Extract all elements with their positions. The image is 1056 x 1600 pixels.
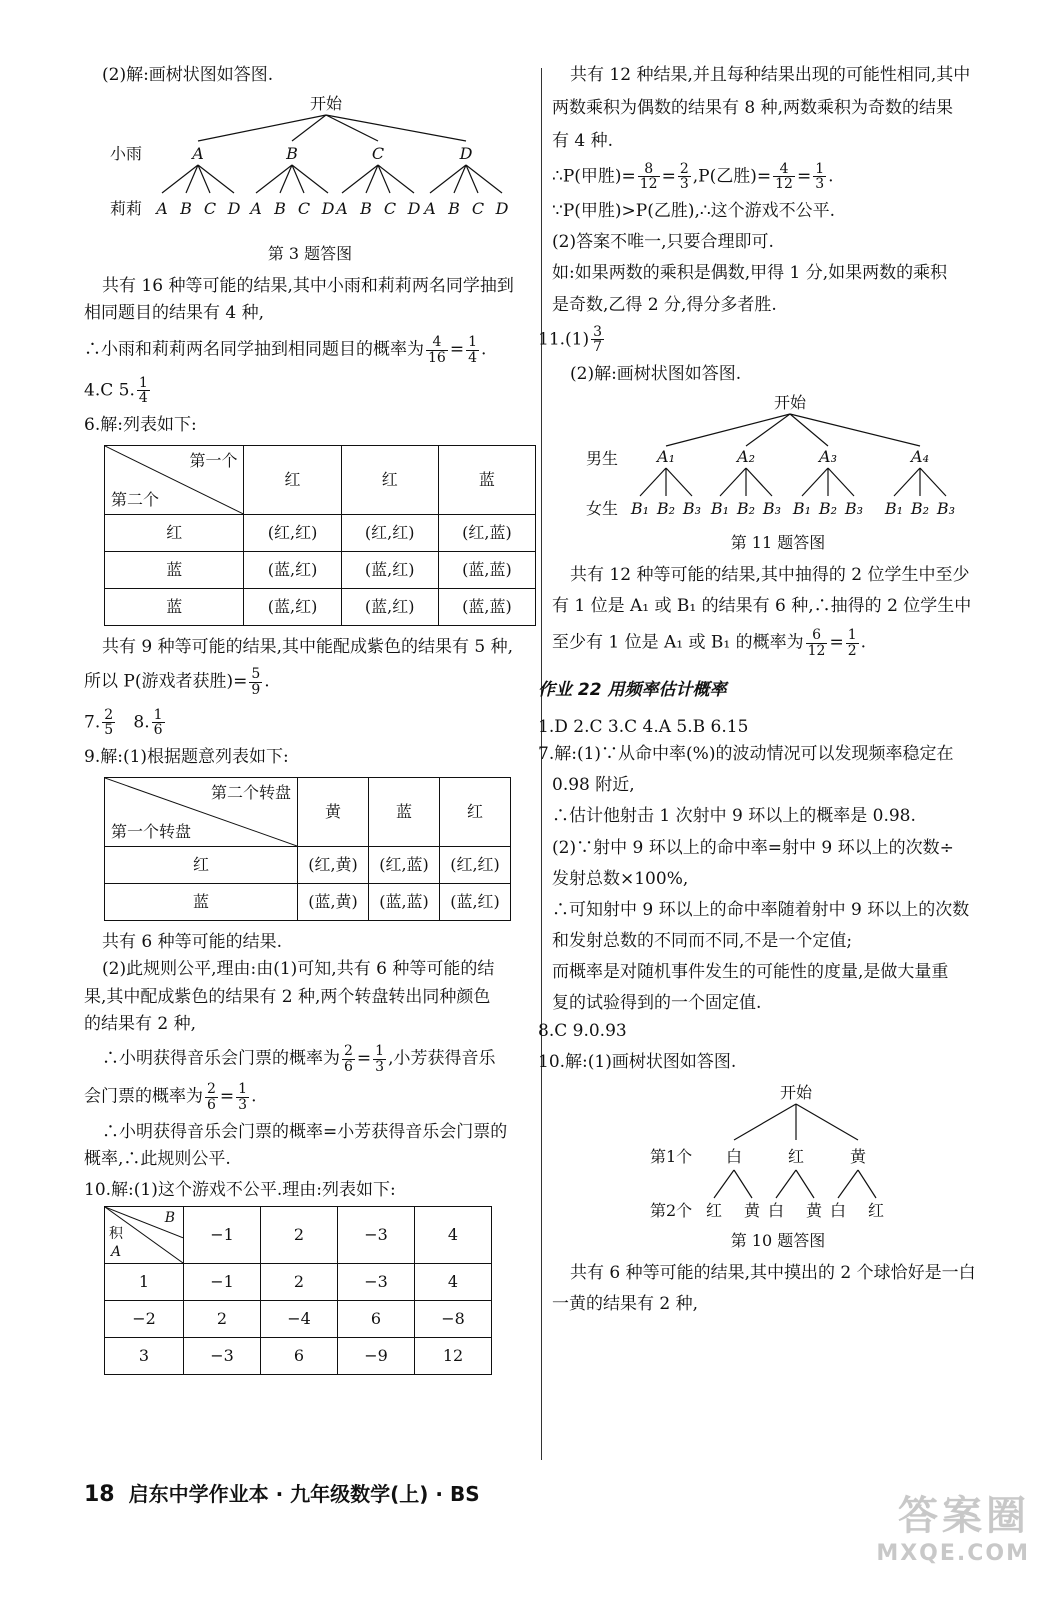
tree11-leaf: B₁ xyxy=(792,499,812,519)
q9-text5: ∴小明获得音乐会门票的概率为 $\frac{2}{6}$ = $\frac{1}{3}$ ,小芳获得音乐 xyxy=(102,1042,496,1075)
tree11-node: A₂ xyxy=(737,447,755,467)
r-line7: 如:如果两数的乘积是偶数,甲得 1 分,如果两数的乘积 xyxy=(552,263,948,284)
tree-branch xyxy=(666,414,790,446)
frac-1-3c: $\frac{1}{3}$ xyxy=(815,160,825,193)
frac-5-9: $\frac{5}{9}$ xyxy=(251,666,261,698)
tree11-leaf: B₃ xyxy=(844,499,864,519)
q4-q5: 4.C 5. $\frac{1}{4}$ xyxy=(84,374,148,407)
tree10-node: 黄 xyxy=(849,1147,867,1167)
tree3-leaf: D xyxy=(227,199,241,219)
tree11-leaf: B₂ xyxy=(736,499,756,519)
s7-line3: ∴估计他射击 1 次射中 9 环以上的概率是 0.98. xyxy=(552,806,916,827)
tree3-leaf: B xyxy=(180,199,192,219)
tree11-node: A₄ xyxy=(911,447,929,467)
q6-text1: 共有 9 种等可能的结果,其中能配成紫色的结果有 5 种, xyxy=(102,637,514,658)
tree3-row1-label: 小雨 xyxy=(110,144,143,164)
tree3-leaf: D xyxy=(321,199,335,219)
frac-4-16: $\frac{4}{16}$ xyxy=(428,334,446,366)
r-line1: 共有 12 种结果,并且每种结果出现的可能性相同,其中 xyxy=(570,65,971,85)
tree3-row2-label: 莉莉 xyxy=(110,199,143,219)
tree-branch xyxy=(734,1104,796,1140)
tree11-leaf: B₃ xyxy=(936,499,956,519)
q11-part2: (2)解:画树状图如答图. xyxy=(570,364,742,385)
tree-branch xyxy=(666,468,692,496)
frac-1-2: $\frac{1}{2}$ xyxy=(847,627,857,659)
tree3-node: B xyxy=(286,144,298,164)
tree10-start: 开始 xyxy=(779,1083,813,1103)
r-line8: 是奇数,乙得 2 分,得分多者胜. xyxy=(552,294,777,315)
s10-text2: 一黄的结果有 2 种, xyxy=(552,1293,699,1314)
tree11-node: A₁ xyxy=(657,447,675,467)
tree3-start: 开始 xyxy=(309,94,343,114)
frac-4-12: $\frac{4}{12}$ xyxy=(775,160,793,193)
table-row: −2 2 −4 6 −8 xyxy=(105,1301,492,1338)
q11-text3: 至少有 1 位是 A₁ 或 B₁ 的概率为 $\frac{6}{12}$ = $\frac{1}{2}$ . xyxy=(552,627,867,659)
tree11-leaf: B₃ xyxy=(762,499,782,519)
table-q6: 第一个 第二个 红 红 蓝 红 (红,红) (红,红) (红,蓝) 蓝 (蓝,红) (蓝,红) (蓝,蓝) 蓝 (蓝,红) (蓝,红) (蓝,蓝) xyxy=(104,445,536,626)
r-line4: ∴P(甲胜)= $\frac{8}{12}$ = $\frac{2}{3}$ ,P(乙胜)= $\frac{4}{12}$ = $\frac{1}{3}$ . xyxy=(552,160,834,193)
tree3-leaf: D xyxy=(407,199,421,219)
tree3-leaf: A xyxy=(424,199,436,219)
q11-text1: 共有 12 种等可能的结果,其中抽得的 2 位学生中至少 xyxy=(570,564,970,585)
frac-q5: $\frac{1}{4}$ xyxy=(138,374,148,407)
tree3-leaf: A xyxy=(156,199,168,219)
table-q6-corner: 第一个 第二个 xyxy=(105,446,244,515)
tree11-leaf: B₁ xyxy=(630,499,650,519)
tree-branch xyxy=(746,468,772,496)
tree11-leaf: B₃ xyxy=(682,499,702,519)
r-line6: (2)答案不唯一,只要合理即可. xyxy=(552,232,774,253)
q9-text3: 果,其中配成紫色的结果有 2 种,两个转盘转出同种颜色 xyxy=(84,986,491,1007)
tree11-leaf: B₂ xyxy=(818,499,838,519)
tree11-row1-label: 男生 xyxy=(586,449,619,469)
page-number: 18 xyxy=(84,1482,115,1507)
tree-branch xyxy=(198,115,326,141)
watermark-logo: 答案圈 MXQE.COM xyxy=(876,1493,1030,1566)
q11-part1: 11.(1) $\frac{3}{7}$ xyxy=(538,323,603,356)
tree3-leaf: A xyxy=(250,199,262,219)
tree10-leaf: 白 xyxy=(829,1201,847,1221)
q9-text7: ∴小明获得音乐会门票的概率=小芳获得音乐会门票的 xyxy=(102,1121,508,1142)
s10-heading: 10.解:(1)画树状图如答图. xyxy=(538,1051,737,1072)
table-row: 3 −3 6 −9 12 xyxy=(105,1338,492,1375)
tree3-node: A xyxy=(192,144,204,164)
tree11-node: A₃ xyxy=(819,447,837,467)
left-column xyxy=(84,62,536,1383)
s7-line2: 0.98 附近, xyxy=(552,775,635,796)
tree-branch xyxy=(326,115,466,141)
book-title: 启东中学作业本 · 九年级数学(上) · BS xyxy=(128,1482,480,1506)
tree-branch xyxy=(776,1170,796,1198)
table-q9: 第二个转盘 第一个转盘 黄 蓝 红 红 (红,黄) (红,蓝) (红,红) 蓝 (蓝,黄) (蓝,蓝) (蓝,红) xyxy=(104,777,511,921)
tree-branch xyxy=(802,468,828,496)
table-row: 蓝 (蓝,红) (蓝,红) (蓝,蓝) xyxy=(105,589,536,626)
tree10-node: 白 xyxy=(725,1147,743,1167)
q9-text2: (2)此规则公平,理由:由(1)可知,共有 6 种等可能的结 xyxy=(102,959,495,980)
table-q9-corner: 第二个转盘 第一个转盘 xyxy=(105,778,298,847)
frac-1-3b: $\frac{1}{3}$ xyxy=(238,1081,248,1114)
tree-branch xyxy=(734,1170,752,1198)
frac-8-12: $\frac{8}{12}$ xyxy=(639,160,658,193)
tree-branch xyxy=(640,468,666,496)
table-row: 蓝 (蓝,黄) (蓝,蓝) (蓝,红) xyxy=(105,884,511,921)
tree3-leaf: C xyxy=(297,199,311,219)
s7-line9: 复的试验得到的一个固定值. xyxy=(552,993,762,1014)
s7-line7: 和发射总数的不同而不同,不是一个定值; xyxy=(552,931,853,952)
page-footer xyxy=(84,1478,480,1507)
tree3-leaf: B xyxy=(274,199,286,219)
tree3-leaf: D xyxy=(495,199,509,219)
r-line2: 两数乘积为偶数的结果有 8 种,两数乘积为奇数的结果 xyxy=(552,98,954,119)
tree-branch xyxy=(796,1170,814,1198)
tree11-start: 开始 xyxy=(773,393,807,413)
table-row: 红 (红,红) (红,红) (红,蓝) xyxy=(105,515,536,552)
q10-heading: 10.解:(1)这个游戏不公平.理由:列表如下: xyxy=(84,1180,396,1201)
s7-line4: (2)∵射中 9 环以上的命中率=射中 9 环以上的次数÷ xyxy=(552,837,954,858)
frac-1-4: $\frac{1}{4}$ xyxy=(468,334,477,366)
tree-branch xyxy=(894,468,920,496)
q9-text1: 共有 6 种等可能的结果. xyxy=(102,932,283,953)
tree10-row1-label: 第1个 xyxy=(650,1147,693,1167)
tree10-leaf: 红 xyxy=(867,1201,885,1221)
q9-text8: 概率,∴此规则公平. xyxy=(84,1148,231,1169)
tree10-node: 红 xyxy=(787,1147,805,1167)
table-row: 蓝 (蓝,红) (蓝,红) (蓝,蓝) xyxy=(105,552,536,589)
s8-s9: 8.C 9.0.93 xyxy=(538,1020,627,1041)
tree10-leaf: 红 xyxy=(705,1201,723,1221)
tree3-caption: 第 3 题答图 xyxy=(267,244,353,264)
q3-part2: (2)解:画树状图如答图. xyxy=(102,65,274,85)
frac-1-6: $\frac{1}{6}$ xyxy=(153,706,163,739)
q9-text4: 的结果有 2 种, xyxy=(84,1013,197,1034)
s10-text1: 共有 6 种等可能的结果,其中摸出的 2 个球恰好是一白 xyxy=(570,1262,976,1283)
tree11-leaf: B₁ xyxy=(884,499,904,519)
tree3-leaf: A xyxy=(336,199,348,219)
tree11-caption: 第 11 题答图 xyxy=(730,533,826,553)
tree-branch xyxy=(720,468,746,496)
tree11-leaf: B₁ xyxy=(710,499,730,519)
frac-3-7: $\frac{3}{7}$ xyxy=(593,323,603,356)
q7-q8: 7. $\frac{2}{5}$ 8. $\frac{1}{6}$ xyxy=(84,706,163,739)
tree10-leaf: 黄 xyxy=(805,1201,823,1221)
tree3-leaf: C xyxy=(471,199,485,219)
tree-diagram-q11 xyxy=(558,388,998,528)
tree-branch xyxy=(920,468,946,496)
tree-branch xyxy=(858,1170,876,1198)
tree-diagram-q10 xyxy=(558,1076,998,1226)
tree10-leaf: 白 xyxy=(767,1201,785,1221)
s7-line1: 7.解:(1)∵从命中率(%)的波动情况可以发现频率稳定在 xyxy=(538,743,954,764)
q3-text2: 相同题目的结果有 4 种, xyxy=(84,302,265,323)
s-answers-1-6: 1.D 2.C 3.C 4.A 5.B 6.15 xyxy=(538,716,749,737)
tree11-leaf: B₂ xyxy=(910,499,930,519)
tree3-node: C xyxy=(371,144,385,164)
q6-heading: 6.解:列表如下: xyxy=(84,414,197,435)
tree11-row2-label: 女生 xyxy=(586,499,619,519)
q3-text3: ∴小雨和莉莉两名同学抽到相同题目的概率为 $\frac{4}{16}$ = $\frac{1}{4}$ . xyxy=(84,334,487,366)
section-heading-22: 作业 22 用频率估计概率 xyxy=(538,679,727,700)
frac-2-5: $\frac{2}{5}$ xyxy=(104,706,114,739)
q3-text1: 共有 16 种等可能的结果,其中小雨和莉莉两名同学抽到 xyxy=(102,275,514,296)
tree3-leaf: C xyxy=(383,199,397,219)
q6-text2: 所以 P(游戏者获胜)= $\frac{5}{9}$ . xyxy=(84,666,270,698)
frac-6-12: $\frac{6}{12}$ xyxy=(807,627,826,659)
frac-2-6b: $\frac{2}{6}$ xyxy=(207,1081,216,1114)
table-q10: 积 B A −1 2 −3 4 1 −1 2 −3 4 −2 2 −4 6 −8 3 −3 6 −9 12 xyxy=(104,1206,492,1375)
r-line3: 有 4 种. xyxy=(552,131,614,152)
tree10-row2-label: 第2个 xyxy=(650,1201,693,1221)
tree3-leaf: B xyxy=(360,199,372,219)
frac-1-3: $\frac{1}{3}$ xyxy=(375,1042,385,1075)
table-row: 红 (红,黄) (红,蓝) (红,红) xyxy=(105,847,511,884)
s7-line8: 而概率是对随机事件发生的可能性的度量,是做大量重 xyxy=(552,962,949,983)
tree-branch xyxy=(714,1170,734,1198)
tree-branch xyxy=(796,1104,858,1140)
tree-branch xyxy=(326,115,378,141)
tree11-leaf: B₂ xyxy=(656,499,676,519)
tree-branch xyxy=(746,414,790,446)
r-line5: ∵P(甲胜)>P(乙胜),∴这个游戏不公平. xyxy=(552,200,836,221)
table-q10-corner: 积 B A xyxy=(105,1207,184,1264)
tree-branch xyxy=(838,1170,858,1198)
right-column xyxy=(538,62,1004,1318)
tree10-caption: 第 10 题答图 xyxy=(730,1231,826,1251)
tree3-node: D xyxy=(459,144,473,164)
tree3-leaf: B xyxy=(448,199,460,219)
tree10-leaf: 黄 xyxy=(743,1201,761,1221)
tree3-leaf: C xyxy=(203,199,217,219)
table-row: 1 −1 2 −3 4 xyxy=(105,1264,492,1301)
q11-text2: 有 1 位是 A₁ 或 B₁ 的结果有 6 种,∴抽得的 2 位学生中 xyxy=(552,596,972,617)
frac-2-3: $\frac{2}{3}$ xyxy=(679,160,689,193)
q9-heading: 9.解:(1)根据题意列表如下: xyxy=(84,747,289,768)
frac-2-6: $\frac{2}{6}$ xyxy=(344,1042,353,1075)
tree-branch xyxy=(828,468,854,496)
s7-line6: ∴可知射中 9 环以上的命中率随着射中 9 环以上的次数 xyxy=(552,899,970,920)
q9-text6: 会门票的概率为 $\frac{2}{6}$ = $\frac{1}{3}$ . xyxy=(84,1081,257,1114)
tree-diagram-q3 xyxy=(90,89,530,239)
s7-line5: 发射总数×100%, xyxy=(552,868,689,889)
